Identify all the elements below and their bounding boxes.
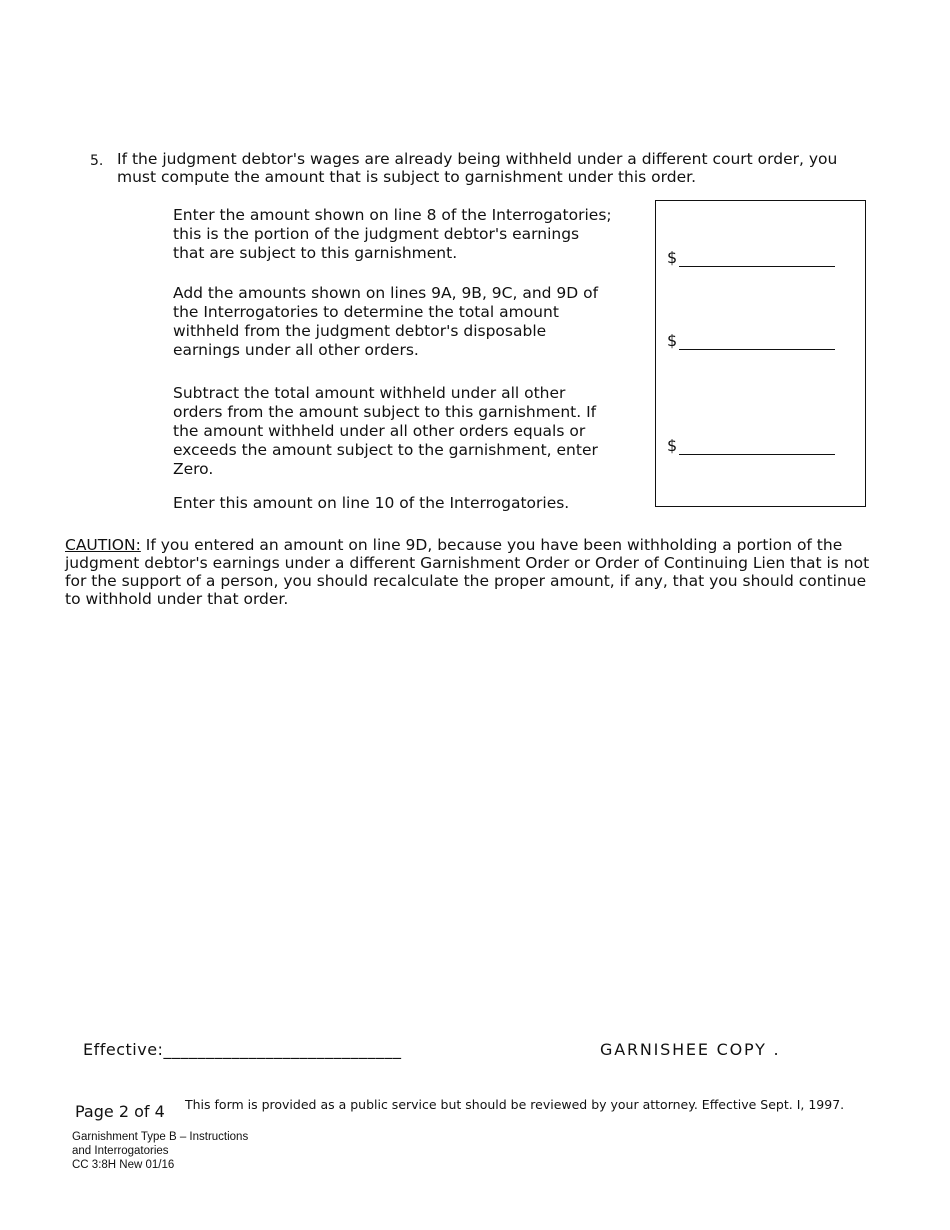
caution-label: CAUTION:: [65, 536, 141, 554]
dollar-sign: $: [667, 436, 678, 455]
page-number: Page 2 of 4: [75, 1102, 165, 1121]
amount-line[interactable]: [679, 438, 835, 455]
step-enter-line-8: Enter the amount shown on line 8 of the Interrogatories; this is the portion of the judgment debtor's earnings that are subject to this garnishment.: [173, 206, 612, 262]
amount-field-2[interactable]: [667, 331, 835, 350]
form-identifier: [72, 1130, 248, 1172]
item-number: 5.: [90, 153, 104, 169]
caution-paragraph: [65, 536, 877, 608]
amount-line[interactable]: [679, 250, 835, 267]
item-5: [90, 150, 880, 186]
dollar-sign: $: [667, 248, 678, 267]
effective-date-field[interactable]: Effective:____________________________: [83, 1040, 402, 1059]
amount-field-3[interactable]: [667, 436, 835, 455]
form-code: CC 3:8H New 01/16: [72, 1159, 175, 1171]
amount-box: [655, 200, 866, 507]
garnishee-copy-label: GARNISHEE COPY .: [600, 1040, 781, 1059]
amount-line[interactable]: [679, 333, 835, 350]
step-enter-line-10: Enter this amount on line 10 of the Interrogatories.: [173, 494, 570, 512]
step-subtract: Subtract the total amount withheld under all other orders from the amount subject to this garnishment. If the amount withheld under all other orders equals or exceeds the amount subject to the garnishment, enter Zero.: [173, 384, 598, 478]
public-service-notice: This form is provided as a public service but should be reviewed by your attorney. Effective Sept. I, 1997.: [185, 1097, 845, 1112]
form-title-line-1: Garnishment Type B – Instructions: [72, 1131, 249, 1143]
form-title-line-2: and Interrogatories: [72, 1145, 169, 1157]
step-add-lines-9: Add the amounts shown on lines 9A, 9B, 9C, and 9D of the Interrogatories to determine the total amount withheld from the judgment debtor's disposable earnings under all other orders.: [173, 284, 599, 359]
dollar-sign: $: [667, 331, 678, 350]
amount-field-1[interactable]: [667, 248, 835, 267]
caution-text: If you entered an amount on line 9D, because you have been withholding a portion of the judgment debtor's earnings under a different Garnishment Order or Order of Continuing Lien that is not for the support of a person, you should recalculate the proper amount, if any, that you should continue to withhold under that order.: [65, 536, 870, 608]
item-5-text: If the judgment debtor's wages are already being withheld under a different court order, you must compute the amount that is subject to garnishment under this order.: [117, 150, 838, 186]
